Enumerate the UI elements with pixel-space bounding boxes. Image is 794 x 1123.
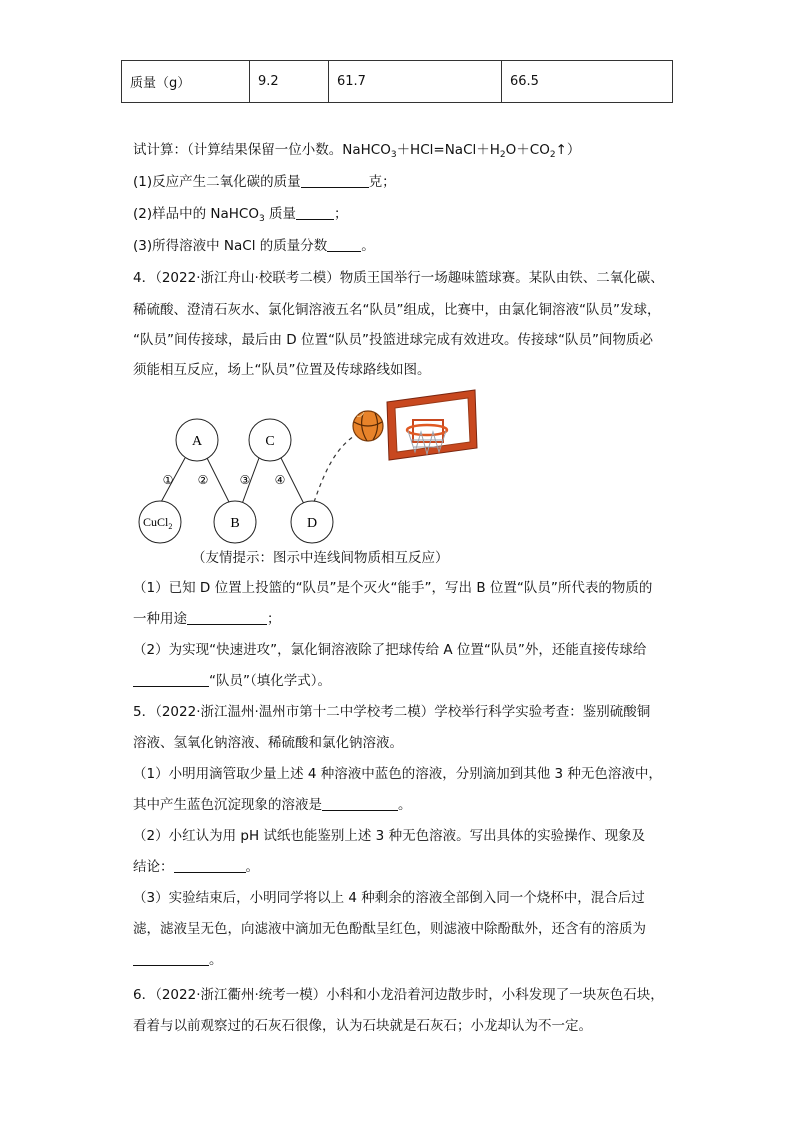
q5-sub3-answer: 。: [133, 950, 223, 970]
q4-sub1-answer: 一种用途 ；: [133, 611, 281, 627]
q6-line: 看着与以前观察过的石灰石很像，认为石块就是石灰石；小龙却认为不一定。: [133, 1018, 592, 1034]
calc-intro: 试计算：（计算结果保留一位小数。$NaHCO_3+HCl=NaCl+H_2O+CO_2↑$）: [133, 142, 581, 160]
q5-sub2-answer: 结论： 。: [133, 859, 259, 875]
table-cell: 66.5: [502, 61, 673, 103]
link-line: [207, 458, 230, 504]
node-b-label: B: [230, 516, 240, 531]
q5-sub1: （1）小明用滴管取少量上述 4 种溶液中蓝色的溶液，分别滴加到其他 3 种无色溶液中，: [133, 766, 662, 782]
link-label-3: ③: [239, 473, 251, 487]
table-cell: 9.2: [250, 61, 329, 103]
q5-sub3: （3）实验结束后，小明同学将以上 4 种剩余的溶液全部倒入同一个烧杯中，混合后过: [133, 890, 645, 906]
basketball-pass-diagram: [135, 386, 495, 546]
q5-sub2: （2）小红认为用 pH 试纸也能鉴别上述 3 种无色溶液。写出具体的实验操作、现象及: [133, 828, 646, 844]
q4-line: 须能相互反应，场上“队员”位置及传球路线如图。: [133, 362, 431, 378]
node-cucl2-label: CuCl$_2$: [143, 515, 173, 531]
link-label-2: ②: [197, 473, 209, 487]
answer-blank[interactable]: [322, 796, 398, 811]
q4-line: 稀硫酸、澄清石灰水、氯化铜溶液五名“队员”组成，比赛中，由氯化铜溶液“队员”发球，: [133, 302, 661, 318]
q5-line: 溶液、氢氧化钠溶液、稀硫酸和氯化钠溶液。: [133, 735, 403, 751]
table-row: [122, 61, 673, 103]
node-c-label: C: [265, 434, 275, 449]
q5-line: 5．（2022·浙江温州·温州市第十二中学校考二模）学校举行科学实验考查：鉴别硫酸铜: [133, 704, 651, 720]
q6-line: 6．（2022·浙江衢州·统考一模）小科和小龙沿着河边散步时，小科发现了一块灰色石块，: [133, 987, 664, 1003]
answer-blank[interactable]: [174, 858, 246, 873]
q4-sub2-answer: “队员”（填化学式）。: [133, 671, 331, 691]
calc-question-3: (3)所得溶液中 NaCl 的质量分数 。: [133, 238, 375, 254]
answer-blank[interactable]: [327, 237, 361, 252]
answer-blank[interactable]: [301, 173, 369, 188]
link-label-4: ④: [274, 473, 286, 487]
table-cell: 61.7: [329, 61, 502, 103]
q4-line: “队员”间传接球，最后由 D 位置“队员”投篮进球完成有效进攻。传接球“队员”间物质必: [133, 332, 653, 348]
calc-question-2: (2)样品中的 NaHCO$_3$ 质量 ；: [133, 206, 348, 224]
answer-blank[interactable]: [133, 951, 209, 966]
answer-blank[interactable]: [296, 205, 334, 220]
shot-path: [314, 434, 357, 502]
q4-sub2: （2）为实现“快速进攻”，氯化铜溶液除了把球传给 A 位置“队员”外，还能直接传球给: [133, 642, 647, 658]
basketball-hoop-icon: [387, 390, 477, 460]
answer-blank[interactable]: [187, 610, 267, 625]
node-d-label: D: [306, 516, 318, 531]
q5-sub3-cont: 滤，滤液呈无色，向滤液中滴加无色酚酞呈红色，则滤液中除酚酞外，还含有的溶质为: [133, 921, 646, 937]
node-a-label: A: [191, 434, 203, 449]
mass-table: [121, 60, 673, 103]
link-label-1: ①: [162, 473, 174, 487]
q5-sub1-answer: 其中产生蓝色沉淀现象的溶液是 。: [133, 797, 412, 813]
diagram-caption: （友情提示：图示中连线间物质相互反应）: [192, 550, 449, 566]
q4-line: 4．（2022·浙江舟山·校联考二模）物质王国举行一场趣味篮球赛。某队由铁、二氧化碳、: [133, 270, 664, 286]
q4-sub1: （1）已知 D 位置上投篮的“队员”是个灭火“能手”，写出 B 位置“队员”所代表的物质的: [133, 580, 653, 596]
basketball-icon: [353, 411, 383, 441]
table-row-label: 质量（g）: [122, 61, 250, 103]
answer-blank[interactable]: [133, 672, 209, 687]
calc-question-1: (1)反应产生二氧化碳的质量 克；: [133, 174, 396, 190]
